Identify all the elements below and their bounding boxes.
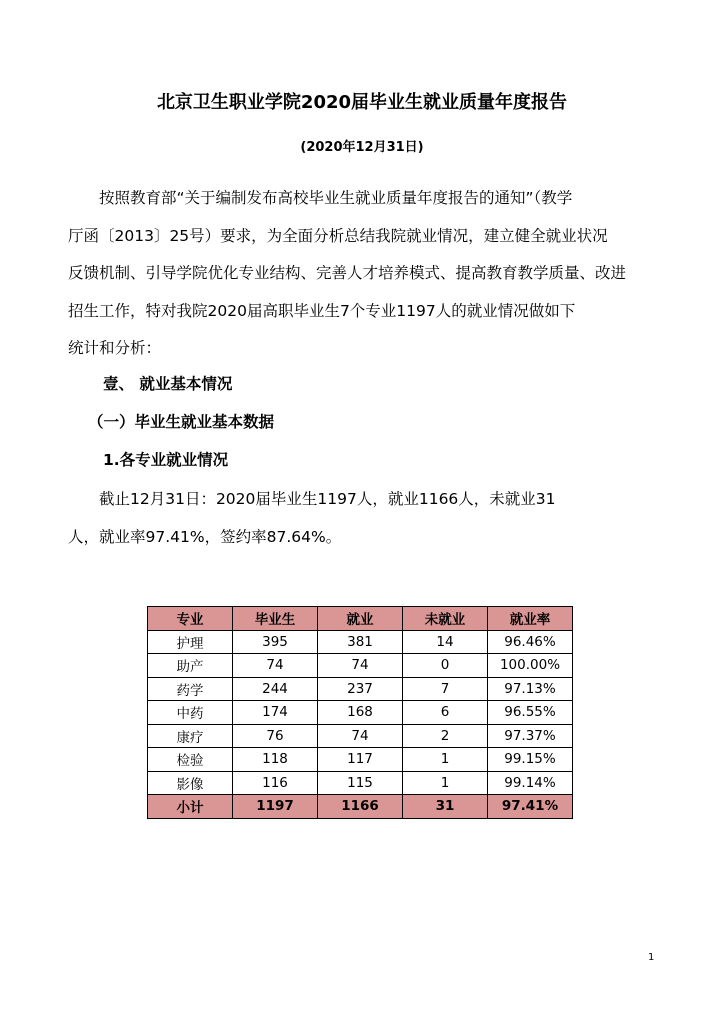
table-row bbox=[148, 771, 573, 795]
cell-graduates: 118 bbox=[233, 748, 318, 772]
cell-major: 影像 bbox=[148, 771, 233, 795]
table-header-row bbox=[148, 607, 573, 631]
page-number: 1 bbox=[648, 952, 655, 963]
table-row bbox=[148, 724, 573, 748]
cell-major: 检验 bbox=[148, 748, 233, 772]
summary-line: 人，就业率97.41%，签约率87.64%。 bbox=[68, 527, 342, 546]
cell-graduates: 174 bbox=[233, 701, 318, 725]
cell-employed: 168 bbox=[318, 701, 403, 725]
total-rate: 97.41% bbox=[488, 795, 573, 819]
cell-employed: 381 bbox=[318, 630, 403, 654]
cell-unemployed: 6 bbox=[403, 701, 488, 725]
cell-graduates: 74 bbox=[233, 654, 318, 678]
cell-graduates: 395 bbox=[233, 630, 318, 654]
cell-major: 康疗 bbox=[148, 724, 233, 748]
intro-line: 按照教育部“关于编制发布高校毕业生就业质量年度报告的通知”（教学 bbox=[99, 189, 573, 207]
header-unemployed: 未就业 bbox=[403, 607, 488, 631]
cell-graduates: 116 bbox=[233, 771, 318, 795]
table-row bbox=[148, 748, 573, 772]
section-heading-1-1: （一）毕业生就业基本数据 bbox=[88, 413, 275, 431]
cell-rate: 99.14% bbox=[488, 771, 573, 795]
cell-graduates: 76 bbox=[233, 724, 318, 748]
cell-unemployed: 7 bbox=[403, 677, 488, 701]
cell-major: 助产 bbox=[148, 654, 233, 678]
header-employed: 就业 bbox=[318, 607, 403, 631]
cell-unemployed: 0 bbox=[403, 654, 488, 678]
cell-employed: 74 bbox=[318, 724, 403, 748]
cell-employed: 237 bbox=[318, 677, 403, 701]
cell-rate: 97.37% bbox=[488, 724, 573, 748]
cell-unemployed: 14 bbox=[403, 630, 488, 654]
cell-employed: 117 bbox=[318, 748, 403, 772]
section-heading-1: 壹、 就业基本情况 bbox=[103, 375, 233, 393]
cell-major: 药学 bbox=[148, 677, 233, 701]
table-row bbox=[148, 630, 573, 654]
summary-line: 截止12月31日：2020届毕业生1197人，就业1166人，未就业31 bbox=[99, 490, 556, 508]
header-rate: 就业率 bbox=[488, 607, 573, 631]
intro-line: 厅函〔2013〕25号）要求，为全面分析总结我院就业情况，建立健全就业状况 bbox=[68, 226, 608, 245]
cell-major: 中药 bbox=[148, 701, 233, 725]
cell-employed: 115 bbox=[318, 771, 403, 795]
intro-line: 反馈机制、引导学院优化专业结构、完善人才培养模式、提高教育教学质量、改进 bbox=[68, 264, 627, 282]
employment-table bbox=[147, 606, 573, 819]
table-total-row bbox=[148, 795, 573, 819]
cell-rate: 100.00% bbox=[488, 654, 573, 678]
cell-graduates: 244 bbox=[233, 677, 318, 701]
summary-paragraph bbox=[68, 481, 658, 556]
cell-employed: 74 bbox=[318, 654, 403, 678]
cell-rate: 96.55% bbox=[488, 701, 573, 725]
cell-unemployed: 1 bbox=[403, 771, 488, 795]
header-graduates: 毕业生 bbox=[233, 607, 318, 631]
section-heading-1-1-1: 1.各专业就业情况 bbox=[103, 451, 229, 469]
report-title: 北京卫生职业学院2020届毕业生就业质量年度报告 bbox=[156, 92, 568, 113]
cell-major: 护理 bbox=[148, 630, 233, 654]
header-major: 专业 bbox=[148, 607, 233, 631]
table-row bbox=[148, 701, 573, 725]
intro-line: 统计和分析： bbox=[68, 339, 162, 357]
total-employed: 1166 bbox=[318, 795, 403, 819]
cell-unemployed: 1 bbox=[403, 748, 488, 772]
intro-line: 招生工作，特对我院2020届高职毕业生7个专业1197人的就业情况做如下 bbox=[68, 301, 576, 320]
cell-rate: 97.13% bbox=[488, 677, 573, 701]
total-unemployed: 31 bbox=[403, 795, 488, 819]
total-label: 小计 bbox=[148, 795, 233, 819]
report-date: (2020年12月31日) bbox=[300, 140, 424, 155]
table-row bbox=[148, 677, 573, 701]
cell-unemployed: 2 bbox=[403, 724, 488, 748]
table-row bbox=[148, 654, 573, 678]
cell-rate: 99.15% bbox=[488, 748, 573, 772]
total-graduates: 1197 bbox=[233, 795, 318, 819]
cell-rate: 96.46% bbox=[488, 630, 573, 654]
intro-paragraph bbox=[68, 180, 658, 368]
